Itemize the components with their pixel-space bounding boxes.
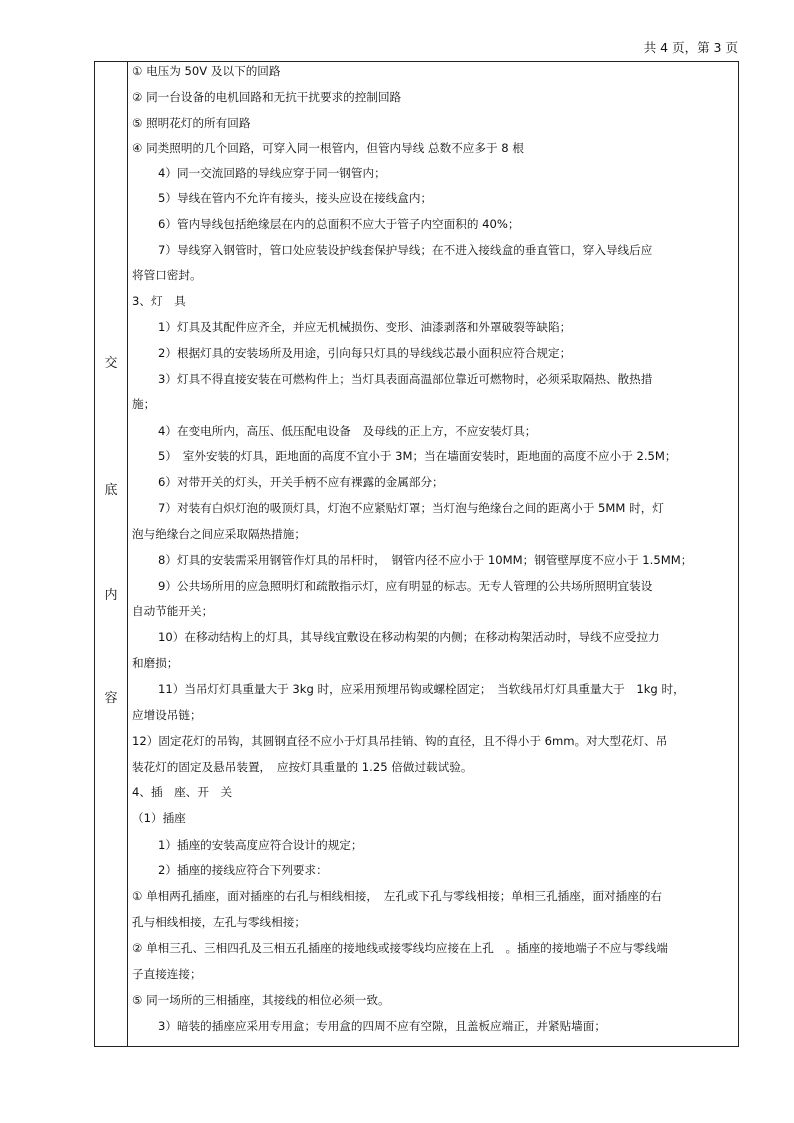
text-line: 10）在移动结构上的灯具，其导线宜敷设在移动构架的内侧；在移动构架活动时，导线不应受拉力 bbox=[158, 630, 660, 644]
text-line: 6）管内导线包括绝缘层在内的总面积不应大于管子内空面积的 40%； bbox=[158, 217, 520, 231]
text-line: 4）同一交流回路的导线应穿于同一钢管内； bbox=[158, 166, 386, 180]
text-line: 装花灯的固定及悬吊装置， 应按灯具重量的 1.25 倍做过载试验。 bbox=[132, 760, 473, 774]
text-line: 和磨损； bbox=[132, 656, 179, 670]
text-line: ② 同一台设备的电机回路和无抗干扰要求的控制回路 bbox=[132, 90, 402, 104]
text-line: （1）插座 bbox=[132, 811, 186, 825]
label-char-rong: 容 bbox=[104, 691, 118, 706]
text-line: ④ 同类照明的几个回路，可穿入同一根管内，但管内导线 总数不应多于 8 根 bbox=[132, 141, 524, 155]
text-line: ① 单相两孔插座，面对插座的右孔与相线相接， 左孔或下孔与零线相接；单相三孔插座，面对插座的右 bbox=[132, 889, 663, 903]
text-line: 孔与相线相接，左孔与零线相接； bbox=[132, 915, 306, 929]
text-line: 3）暗装的插座应采用专用盒；专用盒的四周不应有空隙，且盖板应端正，并紧贴墙面； bbox=[158, 1019, 606, 1033]
content-area bbox=[128, 62, 738, 1046]
text-line: 4）在变电所内，高压、低压配电设备 及母线的正上方，不应安装灯具； bbox=[158, 424, 537, 438]
text-line: 1）插座的安装高度应符合设计的规定； bbox=[158, 838, 363, 852]
label-char-nei: 内 bbox=[104, 588, 118, 603]
text-line: 7）对装有白炽灯泡的吸顶灯具，灯泡不应紧贴灯罩；当灯泡与绝缘台之间的距离小于 5MM 时，灯 bbox=[158, 501, 664, 515]
text-line: 将管口密封。 bbox=[132, 268, 202, 282]
text-line: 3、灯 具 bbox=[132, 294, 186, 308]
text-line: 5） 室外安装的灯具，距地面的高度不宜小于 3M；当在墙面安装时，距地面的高度不应小于 2.5M； bbox=[158, 449, 677, 463]
text-line: 12）固定花灯的吊钩，其圆钢直径不应小于灯具吊挂销、钩的直径，且不得小于 6mm。对大型花灯、吊 bbox=[132, 734, 668, 748]
text-line: 1）灯具及其配件应齐全，并应无机械损伤、变形、油漆剥落和外罩破裂等缺陷； bbox=[158, 320, 572, 334]
text-line: ⑤ 照明花灯的所有回路 bbox=[132, 116, 251, 130]
text-line: ② 单相三孔、三相四孔及三相五孔插座的接地线或接零线均应接在上孔 。插座的接地端子不应与零线端 bbox=[132, 941, 668, 955]
label-char-jiao: 交 bbox=[104, 356, 118, 371]
text-line: 2）根据灯具的安装场所及用途，引向每只灯具的导线线芯最小面积应符合规定； bbox=[158, 346, 572, 360]
label-column bbox=[95, 62, 128, 1046]
text-line: ① 电压为 50V 及以下的回路 bbox=[132, 64, 281, 78]
text-line: 2）插座的接线应符合下列要求： bbox=[158, 863, 328, 877]
text-line: 8）灯具的安装需采用钢管作灯具的吊杆时， 钢管内径不应小于 10MM；钢管壁厚度不应小于 1.5MM； bbox=[158, 553, 693, 567]
page-number: 共 4 页，第 3 页 bbox=[643, 40, 738, 55]
text-line: 应增设吊链； bbox=[132, 708, 202, 722]
text-line: ⑤ 同一场所的三相插座，其接线的相位必须一致。 bbox=[132, 993, 390, 1007]
text-line: 4、插 座、开 关 bbox=[132, 785, 233, 799]
label-char-di: 底 bbox=[104, 483, 118, 498]
text-line: 6）对带开关的灯头，开关手柄不应有裸露的金属部分； bbox=[158, 475, 444, 489]
text-line: 泡与绝缘台之间应采取隔热措施； bbox=[132, 527, 306, 541]
text-line: 11）当吊灯灯具重量大于 3kg 时，应采用预埋吊钩或螺栓固定； 当软线吊灯灯具重量大于 1kg 时， bbox=[158, 682, 685, 696]
text-line: 3）灯具不得直接安装在可燃构件上；当灯具表面高温部位靠近可燃物时，必须采取隔热、散热措 bbox=[158, 372, 653, 386]
document-table bbox=[94, 61, 739, 1047]
text-line: 7）导线穿入钢管时，管口处应装设护线套保护导线；在不进入接线盒的垂直管口，穿入导线后应 bbox=[158, 243, 653, 257]
text-line: 5）导线在管内不允许有接头，接头应设在接线盒内； bbox=[158, 191, 433, 205]
text-line: 子直接连接； bbox=[132, 967, 202, 981]
text-line: 自动节能开关； bbox=[132, 604, 214, 618]
text-line: 施； bbox=[132, 397, 156, 411]
text-line: 9）公共场所用的应急照明灯和疏散指示灯，应有明显的标志。无专人管理的公共场所照明宜装设 bbox=[158, 579, 653, 593]
